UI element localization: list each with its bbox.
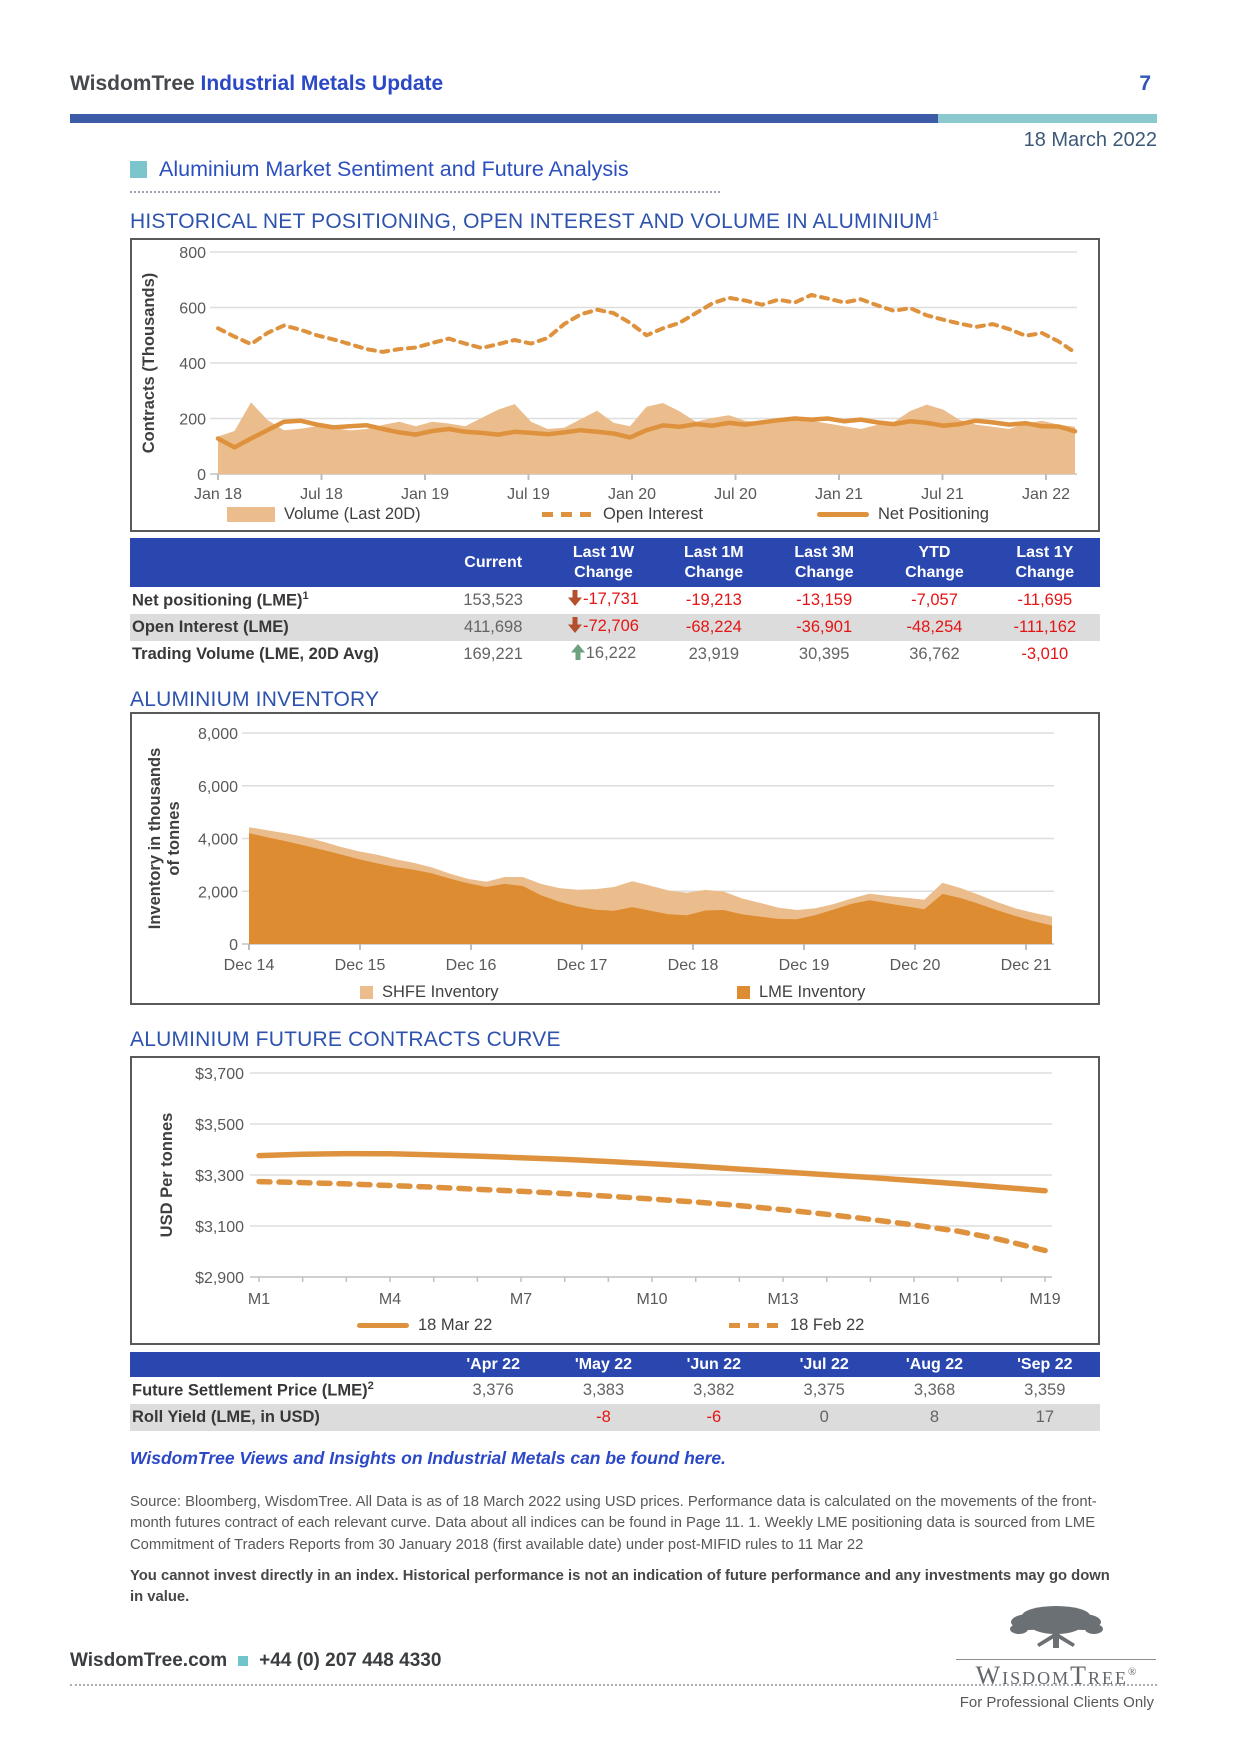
svg-text:Contracts (Thousands): Contracts (Thousands) <box>140 272 158 454</box>
column-header: Last 1M Change <box>684 543 744 581</box>
svg-text:Dec 19: Dec 19 <box>778 957 830 974</box>
legend-label: Net Positioning <box>878 505 989 523</box>
column-header: Last 1W Change <box>572 543 635 581</box>
table-header-row <box>130 538 1100 587</box>
professional-clients-note: For Professional Clients Only <box>959 1694 1154 1711</box>
table-row <box>130 587 1100 614</box>
page-number: 7 <box>1139 72 1151 95</box>
footer-separator-icon <box>238 1656 248 1666</box>
futures-table <box>130 1352 1100 1431</box>
value-cell: 8 <box>929 1408 940 1426</box>
value-cell: 153,523 <box>463 591 523 609</box>
svg-text:Jan 20: Jan 20 <box>607 486 657 503</box>
svg-text:M16: M16 <box>898 1291 930 1308</box>
svg-text:600: 600 <box>179 300 206 318</box>
value-cell: -11,695 <box>1017 591 1073 609</box>
svg-text:0: 0 <box>197 467 206 484</box>
svg-text:$3,300: $3,300 <box>195 1168 244 1185</box>
svg-text:M7: M7 <box>509 1291 533 1308</box>
row-label: Open Interest (LME) <box>132 618 289 636</box>
value-cell: 17 <box>1035 1408 1054 1426</box>
row-label: Net positioning (LME)$^1$ <box>132 590 309 610</box>
header-rule-bar <box>70 114 1157 123</box>
row-label: Future Settlement Price (LME)$^2$ <box>132 1380 374 1400</box>
futures-curve-chart <box>130 1056 1100 1345</box>
footer-dotted-rule <box>70 1684 1157 1686</box>
value-cell: -17,731 <box>548 590 658 611</box>
legend-label: Open Interest <box>603 505 703 523</box>
svg-text:M13: M13 <box>767 1291 799 1308</box>
value-cell: -19,213 <box>685 591 742 609</box>
value-cell: 36,762 <box>909 645 960 663</box>
svg-text:Dec 16: Dec 16 <box>445 957 497 974</box>
down-arrow-icon <box>568 590 582 611</box>
section-heading-label: Aluminium Market Sentiment and Future Analysis <box>159 157 629 181</box>
column-header: 'Apr 22 <box>466 1355 520 1373</box>
feb-curve-swatch-icon <box>729 1323 781 1328</box>
svg-text:2,000: 2,000 <box>197 884 238 902</box>
svg-text:$3,700: $3,700 <box>195 1066 244 1083</box>
svg-text:800: 800 <box>179 245 206 262</box>
value-cell: -36,901 <box>796 618 853 636</box>
legend-item-18mar <box>357 1316 492 1335</box>
svg-text:Jul 18: Jul 18 <box>300 486 343 503</box>
down-arrow-icon <box>568 617 582 638</box>
source-note: Source: Bloomberg, WisdomTree. All Data is as of 18 March 2022 using USD prices. Performance data is calculated on the movements of the front-month futures contract of each relevant curve. Data about all indices can be found in Page 11. 1. Weekly LME positioning data is sourced from LME Commitment of Traders Reports from 30 January 2018 (first available date) under post-MIFID rules to 11 Mar 22 <box>130 1494 1097 1553</box>
svg-text:0: 0 <box>229 937 238 954</box>
svg-text:Jan 19: Jan 19 <box>400 486 450 503</box>
column-header: Current <box>464 553 523 571</box>
disclaimer-note: You cannot invest directly in an index. Historical performance is not an indication of future performance and any investments may go down in value. <box>130 1568 1110 1606</box>
svg-text:Dec 21: Dec 21 <box>1000 957 1052 974</box>
column-header: Last 1Y Change <box>1015 543 1075 581</box>
value-cell: -7,057 <box>911 591 958 609</box>
value-cell: 411,698 <box>463 618 523 636</box>
chart2-title: ALUMINIUM INVENTORY <box>130 688 380 711</box>
svg-text:Inventory in thousandsof tonne: Inventory in thousandsof tonnes <box>146 747 183 930</box>
svg-text:Dec 14: Dec 14 <box>223 957 275 974</box>
volume-swatch-icon <box>227 507 275 522</box>
legend-item-open-interest <box>542 505 703 524</box>
value-cell: -111,162 <box>1013 618 1077 636</box>
logo-wordmark-text: WisdomTree <box>975 1661 1129 1690</box>
section-bullet-icon <box>130 161 147 178</box>
column-header: 'Sep 22 <box>1017 1355 1073 1373</box>
value-cell: -8 <box>596 1408 611 1426</box>
row-label: Trading Volume (LME, 20D Avg) <box>132 645 379 663</box>
chart3-title: ALUMINIUM FUTURE CONTRACTS CURVE <box>130 1028 561 1051</box>
svg-text:USD Per tonnes: USD Per tonnes <box>158 1112 176 1238</box>
inventory-chart-plot <box>132 714 1098 1008</box>
column-header: 'Aug 22 <box>905 1355 964 1373</box>
up-arrow-icon <box>571 644 585 665</box>
legend-label: Volume (Last 20D) <box>284 505 421 523</box>
svg-text:M1: M1 <box>247 1291 271 1308</box>
legend-item-net-positioning <box>817 505 989 524</box>
value-cell: 23,919 <box>688 645 740 663</box>
svg-text:6,000: 6,000 <box>197 778 238 796</box>
views-insights-link[interactable]: WisdomTree Views and Insights on Industrial Metals can be found here. <box>130 1448 726 1468</box>
futures-curve-chart-plot <box>132 1058 1098 1348</box>
shfe-swatch-icon <box>360 986 373 999</box>
footer-contact-row <box>70 1650 441 1672</box>
svg-text:M19: M19 <box>1029 1291 1061 1308</box>
section-heading <box>130 157 720 193</box>
legend-label: SHFE Inventory <box>382 983 499 1001</box>
svg-text:Jul 21: Jul 21 <box>921 486 964 503</box>
value-cell: -3,010 <box>1021 645 1069 663</box>
footer-phone: +44 (0) 207 448 4330 <box>259 1650 442 1671</box>
value-cell: 0 <box>819 1408 829 1426</box>
svg-text:200: 200 <box>179 411 206 429</box>
net-positioning-swatch-icon <box>817 512 869 517</box>
table-row <box>130 641 1100 668</box>
svg-text:Dec 20: Dec 20 <box>889 957 941 974</box>
value-cell: 169,221 <box>463 645 523 663</box>
column-header: YTD Change <box>905 543 964 581</box>
net-positioning-chart-plot <box>132 240 1098 535</box>
open-interest-swatch-icon <box>542 512 594 517</box>
row-label: Roll Yield (LME, in USD) <box>132 1408 320 1426</box>
header-rule-bar-dark <box>70 114 938 123</box>
value-cell: -68,224 <box>685 618 742 636</box>
column-header: 'May 22 <box>574 1355 633 1373</box>
chart1-title-text: HISTORICAL NET POSITIONING, OPEN INTEREST AND VOLUME IN ALUMINIUM <box>130 210 933 233</box>
legend-label: LME Inventory <box>759 983 866 1001</box>
value-cell: -72,706 <box>548 617 658 638</box>
document-header <box>70 72 1157 96</box>
column-header: 'Jun 22 <box>686 1355 742 1373</box>
value-cell: 3,359 <box>1024 1381 1066 1399</box>
svg-text:M10: M10 <box>636 1291 668 1308</box>
svg-text:Jan 21: Jan 21 <box>814 486 864 503</box>
inventory-chart <box>130 712 1100 1005</box>
lme-swatch-icon <box>737 986 750 999</box>
value-cell: 3,383 <box>582 1381 625 1399</box>
value-cell: 16,222 <box>548 644 658 665</box>
svg-text:400: 400 <box>179 356 206 373</box>
value-cell: -48,254 <box>906 618 963 636</box>
logo-baseline <box>956 1659 1156 1660</box>
legend-label: 18 Mar 22 <box>418 1316 493 1334</box>
document-title: Industrial Metals Update <box>194 72 444 95</box>
brand-name: WisdomTree <box>70 72 195 95</box>
column-header: 'Jul 22 <box>799 1355 849 1373</box>
svg-text:$2,900: $2,900 <box>195 1270 244 1287</box>
legend-item-lme <box>737 983 865 1002</box>
svg-text:Jul 20: Jul 20 <box>714 486 757 503</box>
svg-text:Dec 18: Dec 18 <box>667 957 719 974</box>
table-row <box>130 1404 1100 1431</box>
value-cell: -13,159 <box>796 591 853 609</box>
svg-text:Dec 15: Dec 15 <box>334 957 386 974</box>
legend-item-volume <box>227 505 421 524</box>
legend-item-shfe <box>360 983 498 1002</box>
svg-text:Jul 19: Jul 19 <box>507 486 550 503</box>
column-header: Last 3M Change <box>794 543 854 581</box>
svg-text:Dec 17: Dec 17 <box>556 957 608 974</box>
value-cell: -6 <box>706 1408 722 1426</box>
value-cell: 3,376 <box>472 1381 514 1399</box>
chart1-title-footnote: 1 <box>932 209 940 223</box>
chart1-title <box>130 209 939 234</box>
value-cell: 3,368 <box>913 1381 956 1399</box>
net-positioning-chart <box>130 238 1100 532</box>
svg-text:Jan 22: Jan 22 <box>1021 486 1071 503</box>
table-row <box>130 614 1100 641</box>
svg-text:8,000: 8,000 <box>197 726 238 743</box>
legend-item-18feb <box>729 1316 864 1335</box>
wisdomtree-tree-icon <box>981 1600 1131 1652</box>
svg-text:$3,100: $3,100 <box>195 1219 244 1236</box>
value-cell: 3,375 <box>803 1381 845 1399</box>
mar-curve-swatch-icon <box>357 1323 409 1328</box>
table-header-row <box>130 1352 1100 1377</box>
value-cell: 30,395 <box>798 645 850 663</box>
wisdomtree-logo <box>950 1600 1162 1689</box>
report-date: 18 March 2022 <box>1023 129 1157 151</box>
svg-text:$3,500: $3,500 <box>195 1117 244 1134</box>
registered-mark: ® <box>1128 1666 1137 1678</box>
footer-website: WisdomTree.com <box>70 1650 228 1671</box>
value-cell: 3,382 <box>693 1381 735 1399</box>
svg-text:Jan 18: Jan 18 <box>193 486 243 503</box>
legend-label: 18 Feb 22 <box>790 1316 865 1334</box>
svg-text:4,000: 4,000 <box>197 831 238 849</box>
table-row <box>130 1377 1100 1404</box>
positioning-table <box>130 538 1100 668</box>
svg-text:M4: M4 <box>378 1291 402 1308</box>
